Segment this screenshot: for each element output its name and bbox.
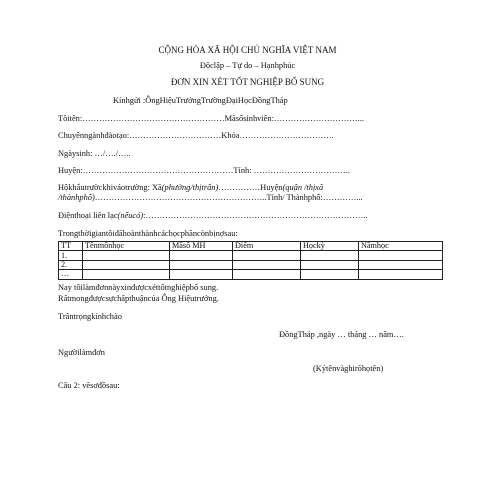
table-header-cell: Nămhọc: [359, 242, 443, 251]
hometown-line: [58, 166, 350, 176]
residence-city-dots: ……………………………………………………..: [94, 193, 267, 202]
period-intro: Trongthờigiantôiđãhoànthànhcáchọcphầncònbịnợsau:: [58, 229, 238, 238]
table-cell[interactable]: [83, 270, 170, 279]
table-header-cell: TT: [59, 242, 83, 251]
republic-heading: CỘNG HÒA XÃ HỘI CHỦ NGHĨA VIỆT NAM: [158, 45, 337, 55]
motto: Độclập – Tự do – Hạnhphúc: [199, 61, 296, 70]
name-line: [58, 114, 364, 124]
signature-note: (Kýtênvàghirõhọtên): [313, 364, 384, 373]
table-row: [59, 251, 443, 260]
name-label: Tôitên:: [58, 114, 83, 123]
table-cell: …: [59, 270, 83, 279]
phone-dots: :……………………………………………………………………..: [143, 211, 368, 220]
residence-ward-note: (phường/thịtrấn): [161, 183, 219, 192]
phone-note: (nếucó): [117, 211, 144, 220]
question-line: Câu 2: vẽsơđồsau:: [58, 381, 120, 390]
table-cell[interactable]: [83, 260, 170, 269]
faculty-dots: …………………………….: [239, 131, 334, 140]
phone-label: Điệnthoại liên lạc: [58, 211, 118, 220]
table-cell[interactable]: [233, 270, 301, 279]
residence-province-label: Tỉnh/ Thànhphố:: [266, 193, 323, 202]
table-header-cell: Tênmônhọc: [83, 242, 170, 251]
major-label: Chuyênngànhđàotạo:: [58, 131, 130, 140]
courses-table: [58, 241, 443, 280]
table-cell[interactable]: [233, 251, 301, 260]
residence-line: [58, 183, 323, 193]
table-header-cell: Họckỳ: [301, 242, 359, 251]
major-line: [58, 131, 334, 141]
table-cell[interactable]: [170, 260, 233, 269]
recipient-line: Kínhgửi :ÔngHiệuTrưởngTrườngĐạiHọcĐồngTháp: [113, 96, 288, 105]
student-id-dots: …………………………...: [273, 114, 364, 123]
table-cell[interactable]: [170, 270, 233, 279]
table-cell: 2.: [59, 260, 83, 269]
residence-district-label: Huyện: [260, 183, 283, 192]
residence-city-note: /thànhphố): [58, 193, 95, 202]
major-dots: ……………………………: [129, 131, 222, 140]
residence-line-2: [58, 193, 363, 203]
residence-label: Hộkhẩutrườckhiváotrường: Xã: [58, 183, 162, 192]
table-row: [59, 260, 443, 269]
table-cell[interactable]: [170, 251, 233, 260]
table-cell[interactable]: [233, 260, 301, 269]
residence-district-note: (quận /thịxã: [282, 183, 324, 192]
table-cell[interactable]: [301, 270, 359, 279]
residence-province-dots: …………...: [322, 193, 363, 202]
residence-dots: ……………: [218, 183, 261, 192]
district-label: Huyện:: [58, 166, 83, 175]
table-cell[interactable]: [301, 251, 359, 260]
phone-line: [58, 211, 367, 221]
table-cell[interactable]: [359, 251, 443, 260]
table-header-cell: Điểm: [233, 242, 301, 251]
table-cell[interactable]: [359, 270, 443, 279]
province-label: Tỉnh:: [233, 166, 252, 175]
faculty-label: Khóa: [221, 131, 240, 140]
table-row: [59, 270, 443, 279]
regards-line: Trântrọngkínhchào: [58, 312, 122, 321]
province-dots: ……………………………..: [253, 166, 350, 175]
student-id-label: Mãsốsinhviên:: [224, 114, 274, 123]
table-header-cell: Mãsố MH: [170, 242, 233, 251]
table-cell[interactable]: [301, 260, 359, 269]
table-cell: 1.: [59, 251, 83, 260]
name-dots: ……………………………………………: [82, 114, 225, 123]
request-line: Nay tôilàmđơnnàyxinđượcxéttốtnghiệpbổ sung.: [58, 283, 219, 292]
place-date-line: ĐồngTháp ,ngày … tháng … năm….: [279, 330, 404, 339]
table-header-row: [59, 242, 443, 251]
table-cell[interactable]: [83, 251, 170, 260]
applicant-label: Ngườilàmđơn: [58, 348, 105, 357]
hope-line: Rấtmongđượcsựchấpthuậncủa Ông Hiệutrưởng.: [58, 294, 219, 303]
dob-line: Ngàysinh: …/…./…..: [58, 149, 131, 158]
table-cell[interactable]: [359, 260, 443, 269]
form-title: ĐƠN XIN XÉT TỐT NGHIỆP BỔ SUNG: [170, 77, 325, 87]
district-dots: ………………………………………………: [82, 166, 234, 175]
